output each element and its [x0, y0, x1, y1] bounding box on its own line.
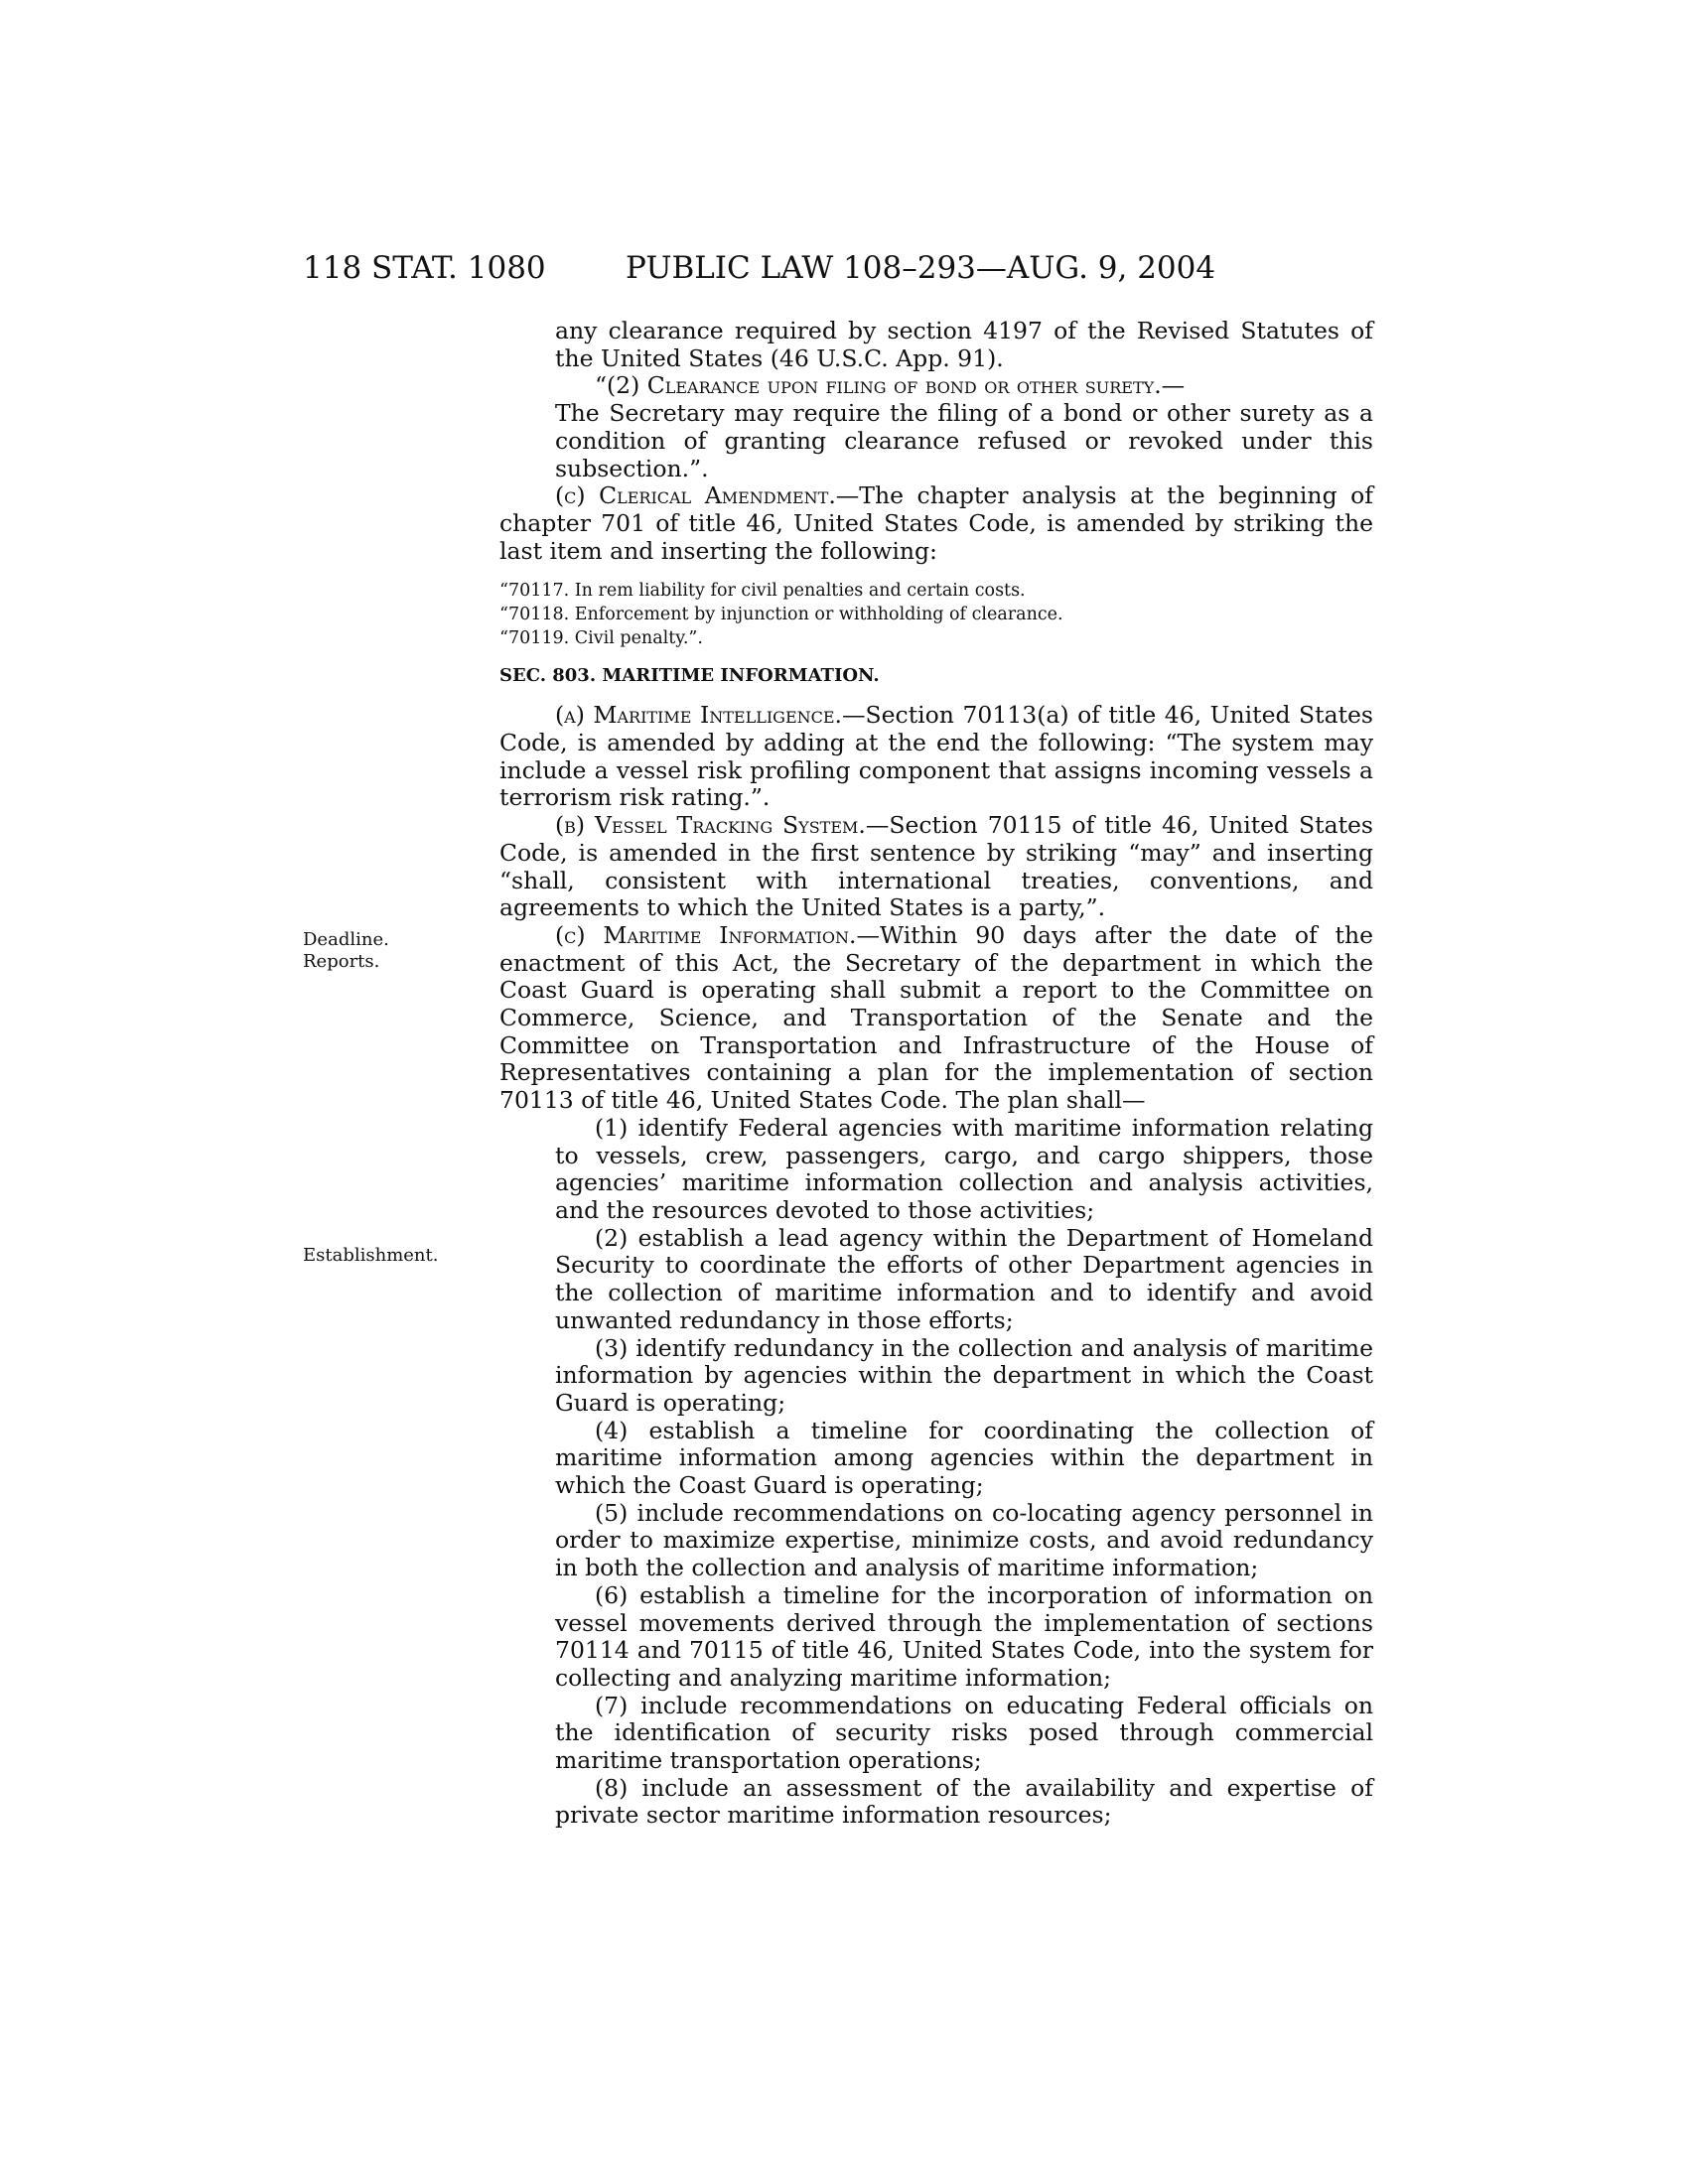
list-item: (8) include an assessment of the availability and expertise of private sector maritime information resources; [555, 1773, 1373, 1830]
paragraph-vessel-tracking [499, 812, 1373, 922]
list-item: (6) establish a timeline for the incorporation of information on vessel movements derived through the implementation of sections 70114 and 70115 of title 46, United States Code, into the system for collecting and analyzing maritime information; [555, 1580, 1373, 1692]
running-header: PUBLIC LAW 108–293—AUG. 9, 2004 [626, 250, 1216, 286]
paragraph-text: —Section 70115 of title 46, United States Code, is amended in the first sentence by striking “may” and inserting “shall, consistent with international treaties, conventions, and agreements to which the United States is a party,”. [499, 811, 1373, 922]
margin-note-deadline-reports [303, 929, 482, 973]
margin-note-establishment: Establishment. [303, 1245, 439, 1266]
toc-item: “70119. Civil penalty.”. [499, 628, 703, 649]
paragraph-clearance-bond [499, 372, 1373, 400]
paragraph-continuation: any clearance required by section 4197 of the Revised Statutes of the United States (46 U.S.C. App. 91). [555, 317, 1373, 372]
paragraph-maritime-information [499, 922, 1373, 1115]
paragraph-maritime-intelligence [499, 702, 1373, 812]
section-heading: SEC. 803. MARITIME INFORMATION. [499, 665, 880, 687]
chapter-analysis-list [499, 579, 1373, 650]
list-item: (1) identify Federal agencies with maritime information relating to vessels, crew, passengers, cargo, and cargo shippers, those agencies’ maritime information collection and analysis activities, and the resources devoted to those activities; [555, 1113, 1373, 1224]
toc-item: “70118. Enforcement by injunction or withholding of clearance. [499, 605, 1063, 625]
paragraph-clearance-bond-text: The Secretary may require the filing of a bond or other surety as a condition of granting clearance refused or revoked under this subsection.”. [555, 399, 1373, 482]
list-item: (2) establish a lead agency within the Department of Homeland Security to coordinate the efforts of other Department agencies in the collection of maritime information and to identify and avoid unwanted redundancy in those efforts; [555, 1223, 1373, 1334]
list-item: (3) identify redundancy in the collection and analysis of maritime information by agencies within the department in which the Coast Guard is operating; [555, 1333, 1373, 1417]
paragraph-heading: “(2) Clearance upon filing of bond or other surety.— [595, 371, 1186, 400]
page-stat-number: 118 STAT. 1080 [303, 250, 546, 286]
document-body [499, 318, 1373, 1830]
paragraph-heading: (b) Vessel Tracking System. [555, 811, 866, 840]
toc-item: “70117. In rem liability for civil penalties and certain costs. [499, 581, 1026, 602]
list-item: (4) establish a timeline for coordinating the collection of maritime information among agencies within the department in which the Coast Guard is operating; [555, 1416, 1373, 1500]
margin-note-deadline: Deadline. [303, 929, 389, 950]
paragraph-text: —Section 70113(a) of title 46, United States Code, is amended by adding at the end the following: “The system may include a vessel risk profiling component that assigns incoming vessels a terrorism risk rating.”. [499, 701, 1373, 812]
paragraph-text: —Within 90 days after the date of the enactment of this Act, the Secretary of the department in which the Coast Guard is operating shall submit a report to the Committee on Commerce, Science, and Transportation of the Senate and the Committee on Transportation and Infrastructure of the House of Representatives containing a plan for the implementation of section 70113 of title 46, United States Code. The plan shall— [499, 920, 1373, 1115]
paragraph-clerical-amendment [499, 482, 1373, 565]
paragraph-heading: (c) Clerical Amendment. [555, 481, 836, 510]
list-item: (5) include recommendations on co-locating agency personnel in order to maximize expertise, minimize costs, and avoid redundancy in both the collection and analysis of maritime information; [555, 1498, 1373, 1582]
paragraph-heading: (a) Maritime Intelligence. [555, 701, 843, 730]
list-item: (7) include recommendations on educating Federal officials on the identification of security risks posed through commercial maritime transportation operations; [555, 1691, 1373, 1775]
margin-note-reports: Reports. [303, 951, 380, 972]
paragraph-text: —The chapter analysis at the beginning of chapter 701 of title 46, United States Code, is amended by striking the last item and inserting the following: [499, 481, 1373, 565]
paragraph-heading: (c) Maritime Information. [555, 920, 857, 949]
